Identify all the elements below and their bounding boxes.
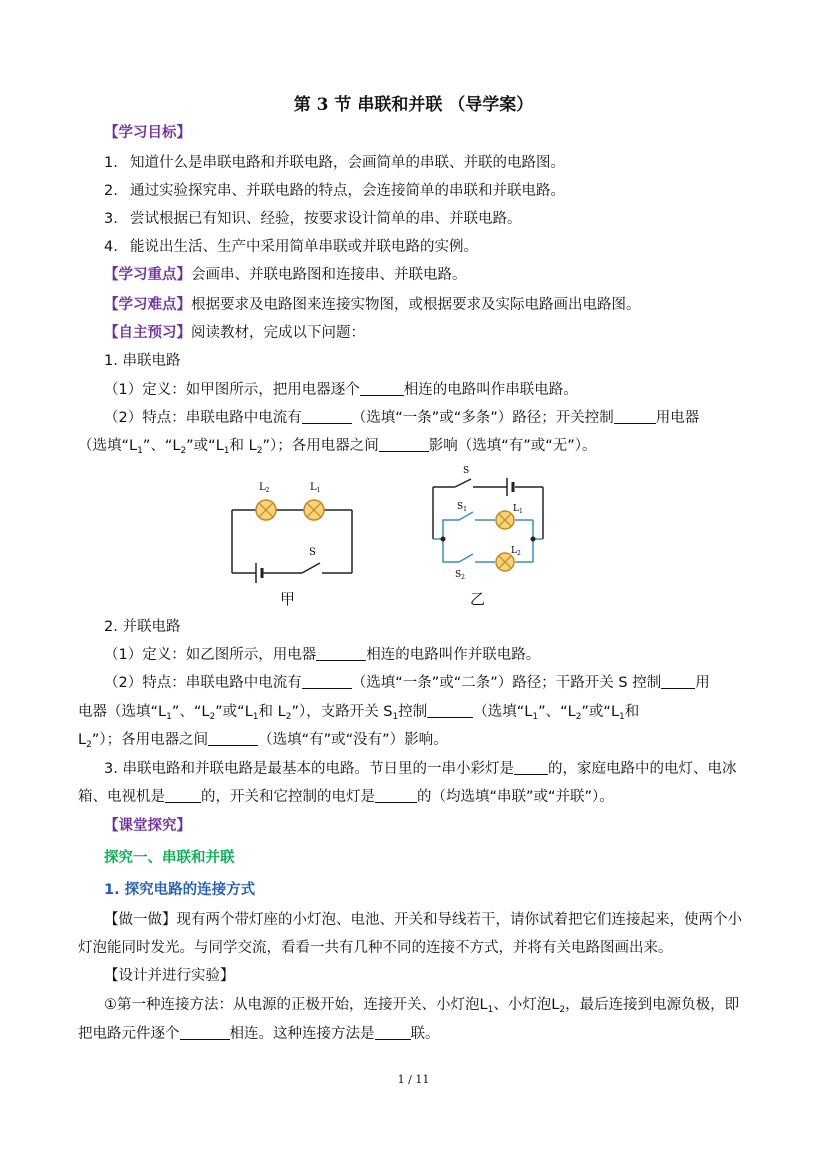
- page-title: 第 3 节 串联和并联 （导学案）: [293, 95, 534, 115]
- series-feature-cont: （选填“$L_1$”、“$L_2$”或“$L_1$和 $L_2$”）；各用电器之间 影响（选填“有”或“无”）。: [78, 438, 597, 456]
- objective-item: 1. 知道什么是串联电路和并联电路，会画简单的串联、并联的电路图。: [104, 155, 565, 171]
- parallel-feature-cont: 电器（选填“$L_1$”、“$L_2$”或“$L_1$和 $L_2$”），支路开关 $S_1$控制 （选填“$L_1$”、“$L_2$”或“$L_1$和: [78, 704, 640, 722]
- objective-item: 4. 能说出生活、生产中采用简单串联或并联电路的实例。: [104, 239, 478, 255]
- series-definition: （1）定义：如甲图所示，把用电器逐个 相连的电路叫作串联电路。: [104, 382, 578, 398]
- basic-circuits: 3. 串联电路和并联电路是最基本的电路。节日里的一串小彩灯是 的，家庭电路中的电灯、电冰: [104, 761, 737, 777]
- label-l1: $L_1$: [513, 504, 523, 515]
- label-l2: $L_2$: [259, 482, 270, 494]
- parallel-feature: （2）特点：串联电路中电流有 （选填“一条”或“二条”）路径；干路开关 S 控制 用: [104, 675, 710, 691]
- label-s2: $S_2$: [455, 570, 465, 581]
- key-point: 【学习重点】会画串、并联电路图和连接串、并联电路。: [104, 267, 467, 283]
- junction-node: [531, 537, 536, 542]
- parallel-heading: 2. 并联电路: [104, 619, 181, 635]
- label-l2: $L_2$: [511, 546, 521, 557]
- explore-subtitle: 1. 探究电路的连接方式: [104, 882, 256, 898]
- junction-node: [441, 537, 446, 542]
- series-heading: 1. 串联电路: [104, 353, 181, 369]
- label-s1: $S_1$: [457, 502, 467, 513]
- parallel-feature-cont2: $L_2$”）；各用电器之间 （选填“有”或“没有”）影响。: [78, 732, 448, 750]
- bulb-l1: [496, 511, 514, 529]
- battery: [507, 478, 513, 496]
- explore-section-title: 探究一、串联和并联: [104, 850, 235, 866]
- objectives-heading: 【学习目标】: [104, 125, 191, 141]
- label-s: S: [463, 466, 470, 476]
- preview: 【自主预习】阅读教材，完成以下问题：: [104, 325, 365, 341]
- design-heading: 【设计并进行实验】: [104, 968, 235, 984]
- page-number: 1 / 11: [397, 1073, 430, 1086]
- bulb-l2: [256, 500, 276, 520]
- try-it-cont: 灯泡能同时发光。与同学交流，看看一共有几种不同的连接不方式，并将有关电路图画出来。: [78, 940, 673, 956]
- figure-caption-yi: 乙: [470, 590, 486, 608]
- method-one-cont: 把电路元件逐个 相连。这种连接方法是 联。: [78, 1026, 440, 1042]
- figure-caption-jia: 甲: [280, 590, 296, 608]
- difficulty: 【学习难点】根据要求及电路图来连接实物图，或根据要求及实际电路画出电路图。: [104, 297, 641, 313]
- parallel-circuit-diagram: [425, 462, 555, 582]
- bulb-l1: [304, 500, 324, 520]
- explore-heading: 【课堂探究】: [104, 818, 191, 834]
- try-it: 【做一做】现有两个带灯座的小灯泡、电池、开关和导线若干，请你试着把它们连接起来，使两个小: [104, 912, 742, 928]
- battery: [256, 563, 262, 583]
- objective-item: 3. 尝试根据已有知识、经验，按要求设计简单的串、并联电路。: [104, 211, 522, 227]
- basic-circuits-cont: 箱、电视机是 的，开关和它控制的电灯是 的（均选填“串联”或“并联”）。: [78, 789, 614, 805]
- series-circuit-diagram: [222, 475, 362, 585]
- series-feature: （2）特点：串联电路中电流有 （选填“一条”或“多条”）路径；开关控制 用电器: [104, 410, 700, 426]
- method-one: ①第一种连接方法：从电源的正极开始，连接开关、小灯泡$L_1$、小灯泡$L_2$，最后连接到电源负极，即: [104, 997, 740, 1015]
- label-switch: S: [309, 547, 316, 558]
- parallel-definition: （1）定义：如乙图所示，用电器 相连的电路叫作并联电路。: [104, 647, 541, 663]
- objective-item: 2. 通过实验探究串、并联电路的特点，会连接简单的串联和并联电路。: [104, 183, 565, 199]
- label-l1: $L_1$: [310, 482, 321, 494]
